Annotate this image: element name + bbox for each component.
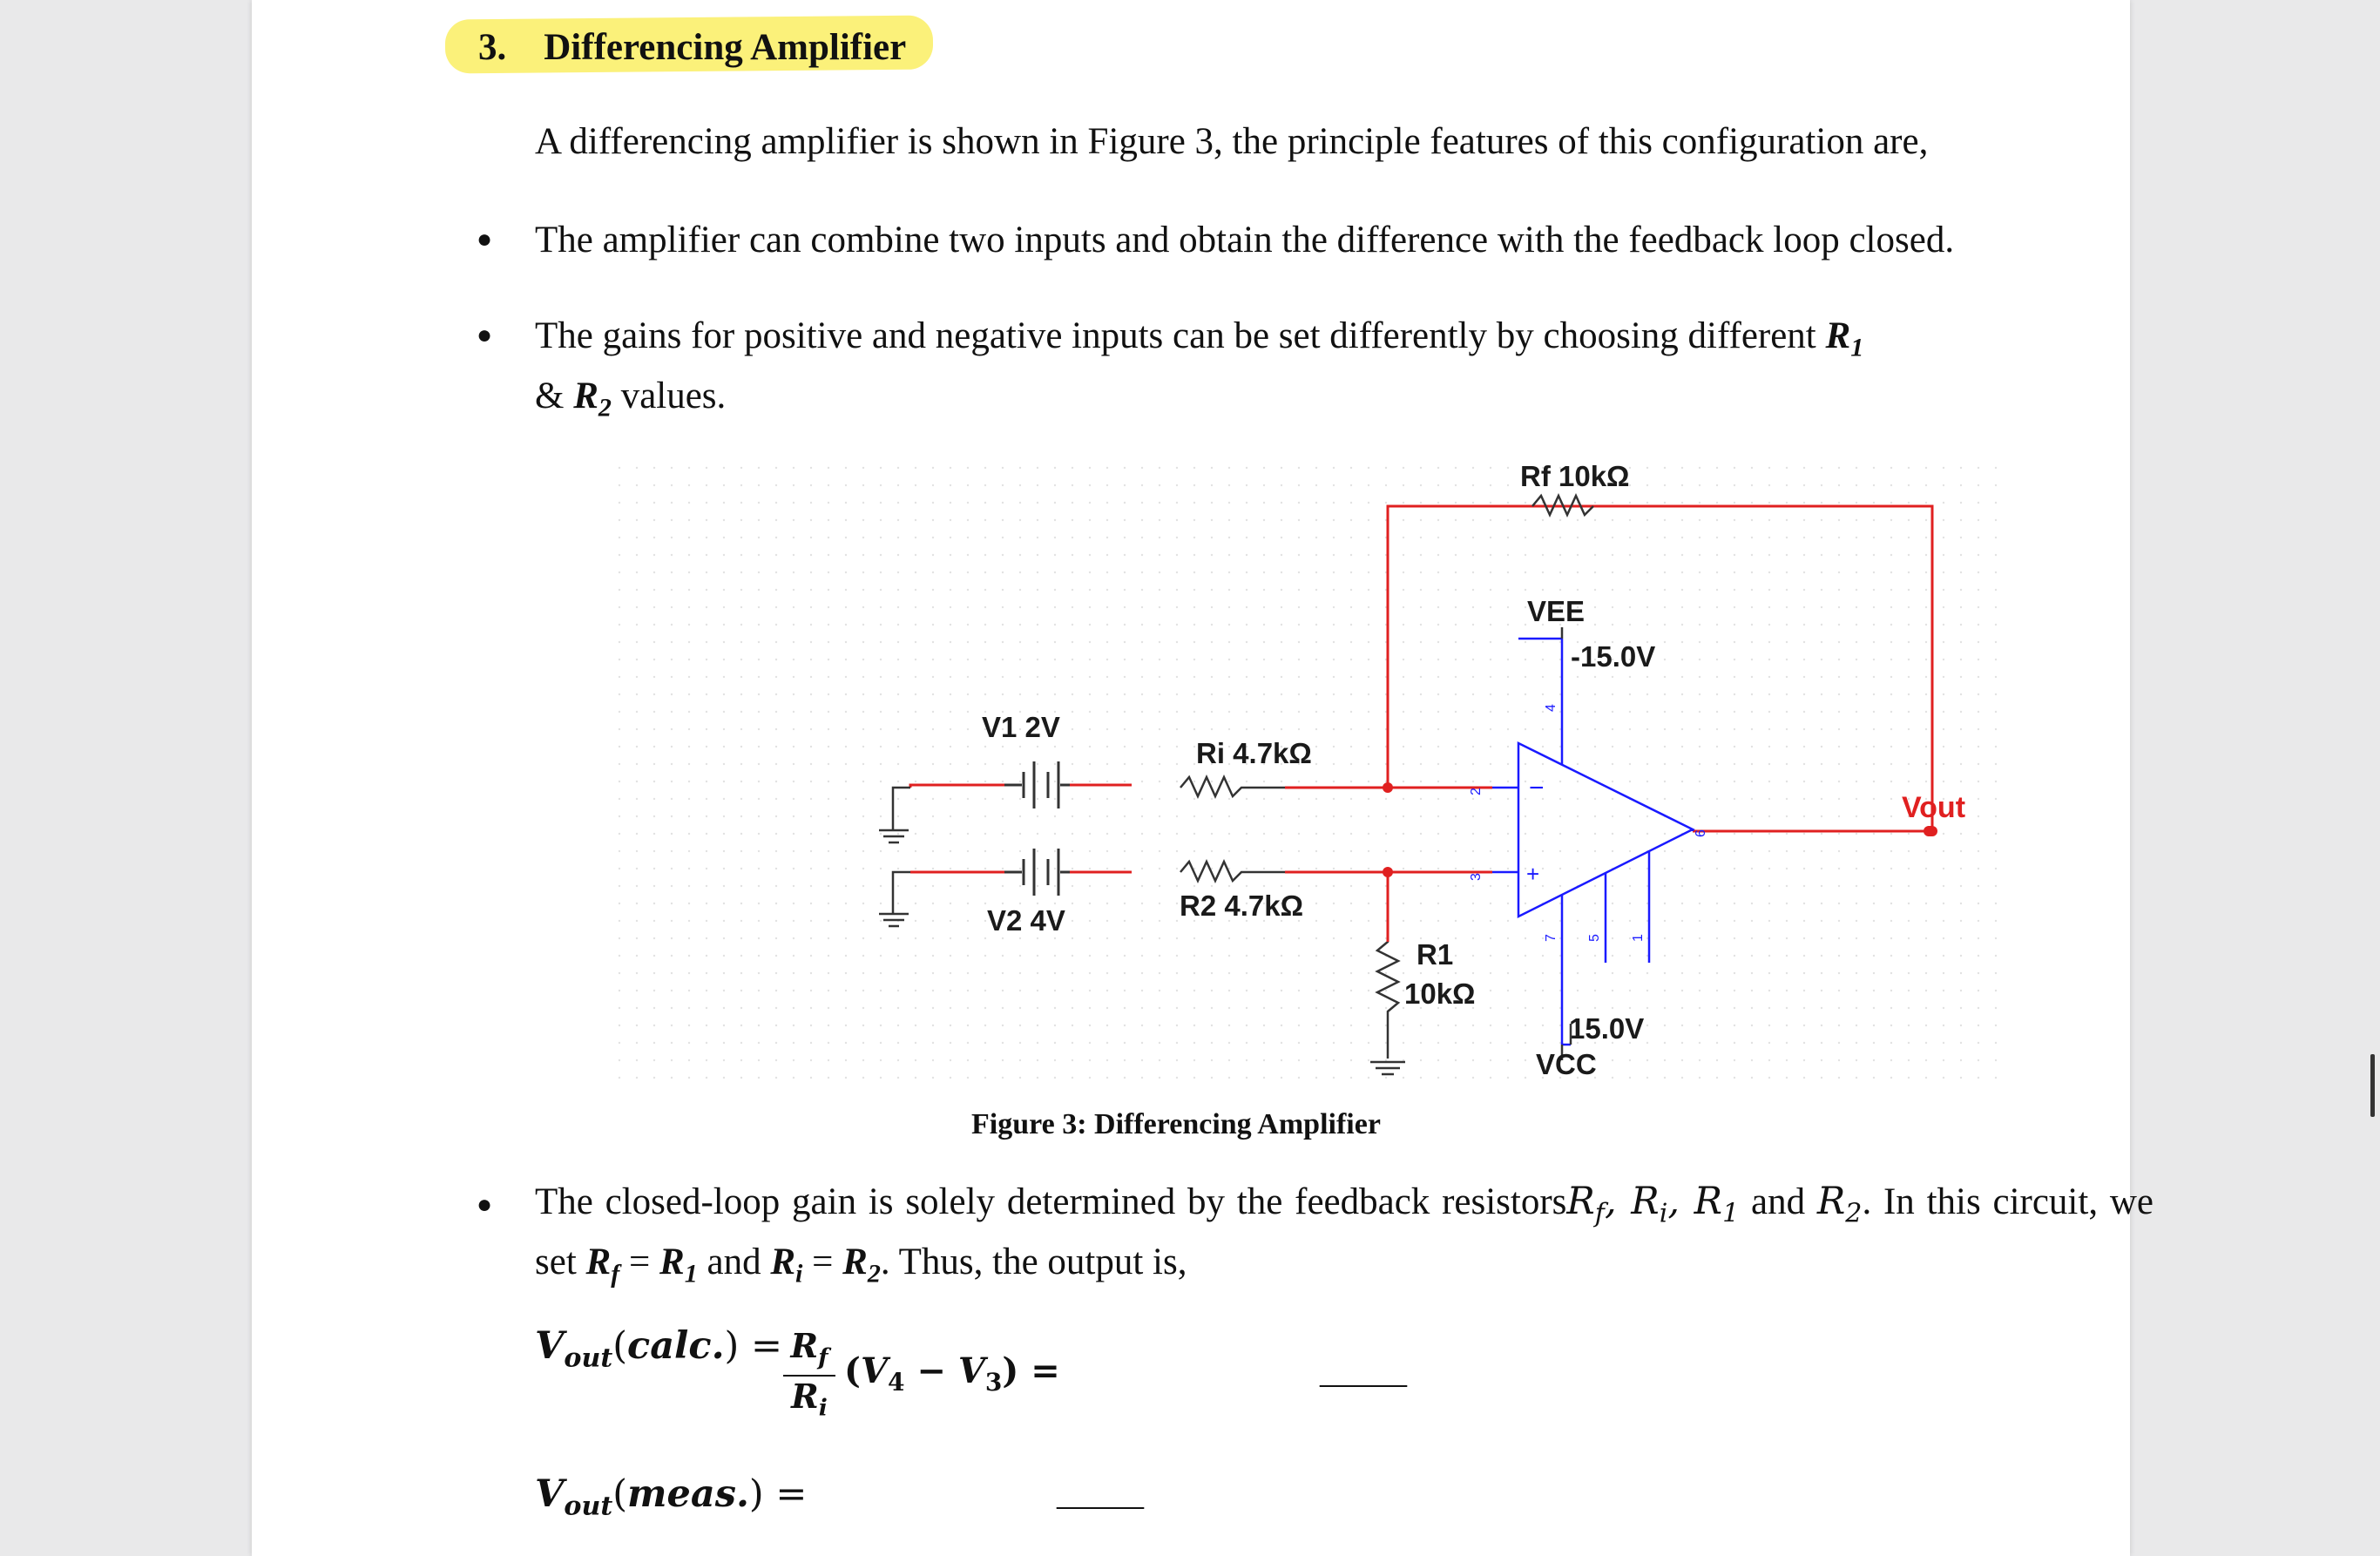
bullet-3-text-c: . In this circuit, we set (535, 1181, 2153, 1282)
vcc-value: 15.0V (1569, 1012, 1645, 1045)
vout-label: Vout (1902, 791, 1966, 824)
equation-meas: $V_{out}(meas.)$ = (535, 1472, 808, 1522)
pin-7-label: 7 (1544, 934, 1558, 942)
equation-calc: $V_{out}(calc.)$ = (535, 1324, 783, 1374)
bullet-2-text-c: values. (611, 375, 727, 416)
section-title: Differencing Amplifier (544, 27, 907, 68)
bullet-3-text-b: and (1739, 1181, 1817, 1222)
bullet-2-text-b: & (535, 375, 574, 416)
vout-dot (1924, 827, 1933, 836)
calc-label: calc. (627, 1324, 725, 1368)
inverting-sign: − (1529, 774, 1545, 802)
bullet-2-text-a: The gains for positive and negative inputs can be set differently by choosing different (535, 315, 1826, 356)
ri-label: Ri 4.7kΩ (1196, 737, 1312, 769)
pin-1-label: 1 (1631, 934, 1646, 942)
vcc-label: VCC (1536, 1048, 1597, 1080)
bullet-text-3: The closed-loop gain is solely determined by the feedback resistorsR$_f$, $R_i$, $R_1$ and $R_2$. In this circuit, we set $R_f = R_1$ and $R_i = R_2$. Thus, the output is, (535, 1180, 2153, 1289)
v2-label: V2 4V (987, 904, 1065, 937)
fraction-rf-ri: $R_f$ $R_i$ (783, 1326, 835, 1421)
section-number: 3. (478, 27, 507, 68)
bullet-dot: ● (477, 225, 493, 254)
vee-label: VEE (1527, 595, 1586, 627)
r1-name: R1 (1417, 938, 1454, 971)
figure-caption: Figure 3: Differencing Amplifier (971, 1108, 1381, 1140)
pin-5-label: 5 (1587, 934, 1602, 942)
bullet-text-1: The amplifier can combine two inputs and obtain the difference with the feedback loop closed. (535, 220, 1955, 260)
bullet-3-text-a: The closed-loop gain is solely determined by the feedback resistors (535, 1181, 1567, 1222)
calc-answer-blank[interactable]: _____ (1320, 1351, 1407, 1390)
meas-label: meas. (627, 1472, 749, 1516)
equation-calc-rhs: $(V_4 - V_3)$ = (844, 1350, 1060, 1397)
bullet-3-text-d: and (697, 1241, 771, 1282)
bullet-dot: ● (477, 321, 493, 349)
text-cursor (2370, 1054, 2375, 1117)
rf-label: Rf 10kΩ (1520, 460, 1630, 492)
pin-6-label: 6 (1694, 829, 1708, 837)
bullet-text-2: The gains for positive and negative inputs can be set differently by choosing different $R_1$ & $R_2$ values. (535, 315, 1864, 423)
document-page (252, 0, 2153, 1556)
pin-4-label: 4 (1544, 704, 1558, 712)
noninverting-sign: + (1526, 861, 1540, 887)
schematic-grid (618, 457, 2012, 1093)
meas-answer-blank[interactable]: _____ (1057, 1473, 1144, 1512)
pin-2-label: 2 (1469, 788, 1484, 795)
bullet-dot: ● (477, 1190, 493, 1219)
v1-label: V1 2V (982, 711, 1060, 743)
vee-value: -15.0V (1571, 640, 1656, 673)
r1-value: 10kΩ (1404, 978, 1476, 1010)
bullet-3-text-e: . Thus, the output is, (880, 1241, 1187, 1282)
section-heading (478, 26, 906, 69)
circuit-schematic (618, 449, 2029, 1093)
pin-3-label: 3 (1469, 873, 1484, 881)
intro-paragraph: A differencing amplifier is shown in Figure 3, the principle features of this configuration are, (535, 121, 1929, 162)
r2-label: R2 4.7kΩ (1180, 890, 1304, 922)
